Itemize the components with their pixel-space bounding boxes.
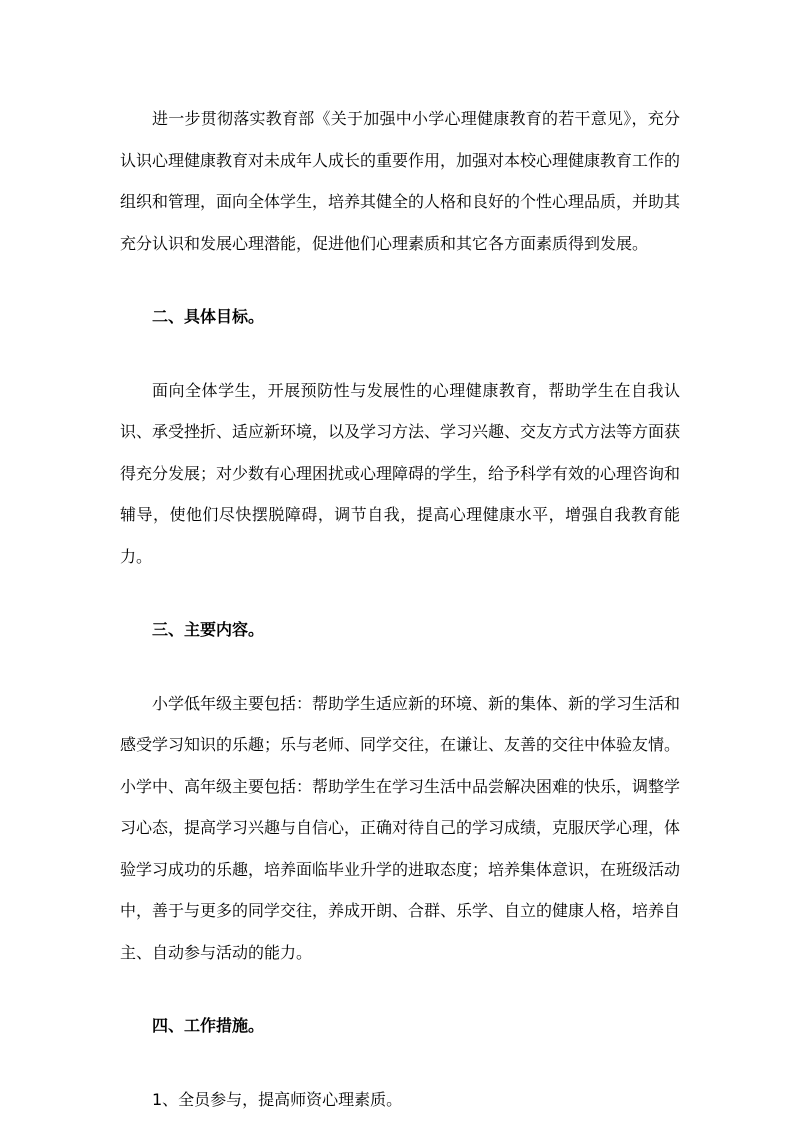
paragraph-upper-grades: 小学中、高年级主要包括：帮助学生在学习生活中品尝解决困难的快乐，调整学习心态，提高学习兴趣与自信心，正确对待自己的学习成绩，克服厌学心理，体验学习成功的乐趣，培养面临毕业升学的进取态度；培养集体意识，在班级活动中，善于与更多的同学交往，养成开朗、合群、乐学、自立的健康人格，培养自主、自动参与活动的能力。 (120, 776, 681, 962)
spacer (120, 1047, 680, 1079)
spacer (120, 264, 680, 296)
document-page (120, 98, 680, 1120)
paragraph-goals: 面向全体学生，开展预防性与发展性的心理健康教育，帮助学生在自我认识、承受挫折、适应新环境，以及学习方法、学习兴趣、交友方式方法等方面获得充分发展；对少数有心理困扰或心理障碍的学生，给予科学有效的心理咨询和辅导，使他们尽快摆脱障碍，调节自我，提高心理健康水平，增强自我教育能力。 (120, 380, 681, 566)
paragraph-lower-grades: 小学低年级主要包括：帮助学生适应新的环境、新的集体、新的学习生活和感受学习知识的乐趣；乐与老师、同学交往，在谦让、友善的交往中体验友情。 (120, 693, 681, 754)
heading-specific-goals: 二、具体目标。 (152, 307, 265, 326)
paragraph-intro: 进一步贯彻落实教育部《关于加强中小学心理健康教育的若干意见》，充分认识心理健康教育对未成年人成长的重要作用，加强对本校心理健康教育工作的组织和管理，面向全体学生，培养其健全的人格和良好的个性心理品质，并助其充分认识和发展心理潜能，促进他们心理素质和其它各方面素质得到发展。 (120, 109, 681, 253)
spacer (120, 651, 680, 683)
spacer (120, 338, 680, 370)
spacer (120, 973, 680, 1005)
heading-main-content: 三、主要内容。 (152, 620, 265, 639)
spacer (120, 577, 680, 609)
heading-measures: 四、工作措施。 (152, 1016, 265, 1035)
paragraph-measure-1: 1、全员参与，提高师资心理素质。 (152, 1089, 403, 1109)
